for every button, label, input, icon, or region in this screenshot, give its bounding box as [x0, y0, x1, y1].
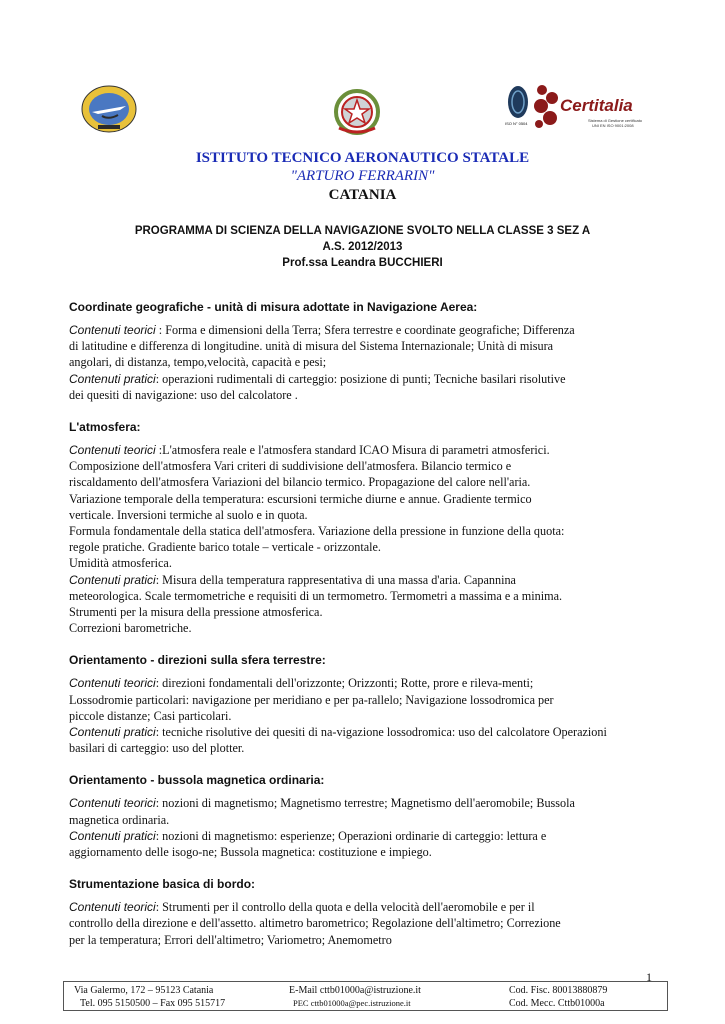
section-line	[69, 442, 629, 458]
section-line	[69, 620, 629, 636]
label-separator: :	[155, 828, 163, 843]
school-emblem-logo	[80, 84, 138, 134]
section-line	[69, 338, 629, 354]
certitalia-caption-1: Sistema di Gestione certificato	[588, 118, 643, 123]
section-line	[69, 844, 629, 860]
footer-address-block	[74, 984, 225, 1010]
content-type-label: Contenuti teorici	[69, 323, 156, 337]
line-text: direzioni fondamentali dell'orizzonte; Orizzonti; Rotte, prore e rileva-menti;	[162, 676, 534, 691]
content-type-label: Contenuti teorici	[69, 796, 156, 811]
line-text: basilari di carteggio: uso del plotter.	[69, 741, 245, 756]
iso-number: ISO N° 0504	[505, 121, 528, 126]
iso-certification-logo	[507, 84, 529, 130]
content-type-label: Contenuti teorici	[69, 900, 156, 915]
section-line	[69, 572, 629, 588]
section-title: Strumentazione basica di bordo:	[69, 877, 256, 892]
program-section	[69, 300, 629, 403]
program-teacher: Prof.ssa Leandra BUCCHIERI	[282, 257, 443, 269]
section-line	[69, 322, 629, 338]
line-text: Strumenti per la misura della pressione atmosferica.	[69, 605, 323, 620]
label-separator: :	[155, 572, 163, 587]
line-text: L'atmosfera reale e l'atmosfera standard ICAO Misura di parametri atmosferici.	[162, 443, 550, 458]
footer-codes-block	[509, 984, 607, 1010]
section-line	[69, 795, 629, 811]
section-line	[69, 812, 629, 828]
content-type-label: Contenuti pratici	[69, 828, 156, 843]
line-text: nozioni di magnetismo; Magnetismo terrestre; Magnetismo dell'aeromobile; Bussola	[162, 796, 575, 811]
line-text: aggiornamento delle isogo-ne; Bussola magnetica: costituzione e impiego.	[69, 845, 432, 860]
line-text: di latitudine e differenza di longitudine. unità di misura del Sistema Internazionale; Unità di misura	[69, 339, 554, 354]
content-type-label: Contenuti teorici	[69, 443, 156, 458]
section-line	[69, 915, 629, 931]
label-separator: :	[155, 443, 163, 458]
certitalia-caption-2: UNI EN ISO 9001:2008	[592, 123, 634, 128]
footer	[63, 981, 668, 1011]
footer-mecc-code: Cod. Mecc. Cttb01000a	[509, 998, 605, 1009]
program-section	[69, 420, 629, 636]
institute-name: ISTITUTO TECNICO AERONAUTICO STATALE	[195, 150, 530, 166]
italian-republic-emblem-icon	[333, 88, 381, 136]
line-text: angolari, di distanza, tempo,velocità, capacità e pesi;	[69, 355, 327, 370]
section-line	[69, 740, 629, 756]
line-text: Misura della temperatura rappresentativa di una massa d'aria. Capannina	[162, 572, 516, 587]
section-line	[69, 387, 629, 403]
line-text: verticale. Inversioni termiche al suolo e in quota.	[69, 507, 308, 522]
label-separator: :	[155, 796, 163, 811]
label-separator: :	[155, 725, 163, 740]
program-content	[69, 300, 629, 965]
line-text: piccole distanze; Casi particolari.	[69, 708, 232, 723]
section-title: Coordinate geografiche - unità di misura adottate in Navigazione Aerea:	[69, 300, 478, 314]
section-title: Orientamento - direzioni sulla sfera terrestre:	[69, 653, 326, 668]
content-type-label: Contenuti teorici	[69, 676, 156, 691]
section-line	[69, 523, 629, 539]
section-line	[69, 458, 629, 474]
label-separator: :	[155, 676, 163, 691]
line-text: Composizione dell'atmosfera Vari criteri di suddivisione dell'atmosfera. Bilancio termico e	[69, 459, 512, 474]
line-text: regole pratiche. Gradiente barico totale – verticale - orizzontale.	[69, 540, 381, 555]
content-type-label: Contenuti pratici	[69, 725, 156, 740]
line-text: per la temperatura; Errori dell'altimetro; Variometro; Anemometro	[69, 932, 392, 947]
line-text: Lossodromie particolari: navigazione per meridiano e per pa-rallelo; Navigazione lossodromica per	[69, 692, 554, 707]
line-text: Correzioni barometriche.	[69, 621, 192, 636]
program-year: A.S. 2012/2013	[322, 241, 403, 253]
section-line	[69, 708, 629, 724]
label-separator: :	[155, 371, 163, 386]
line-text: riscaldamento dell'atmosfera Variazioni del bilancio termico. Propagazione del calore nell'aria.	[69, 475, 531, 490]
section-line	[69, 491, 629, 507]
footer-email-block	[289, 984, 421, 1010]
page-number: 1	[646, 970, 652, 984]
line-text: Umidità atmosferica.	[69, 556, 172, 571]
section-line	[69, 474, 629, 490]
section-title: Orientamento - bussola magnetica ordinaria:	[69, 773, 325, 788]
label-separator: :	[155, 900, 163, 915]
section-line	[69, 724, 629, 740]
line-text: Strumenti per il controllo della quota e della velocità dell'aeromobile e per il	[162, 900, 535, 915]
section-line	[69, 588, 629, 604]
program-section	[69, 877, 629, 948]
section-line	[69, 354, 629, 370]
line-text: meteorologica. Scale termometriche e requisiti di un termometro. Termometri a massima e a minima.	[69, 588, 563, 603]
institute-city: CATANIA	[328, 187, 397, 203]
header-logos	[0, 82, 725, 142]
program-section	[69, 653, 629, 756]
content-type-label: Contenuti pratici	[69, 371, 156, 386]
line-text: operazioni rudimentali di carteggio: posizione di punti; Tecniche basilari risolutive	[162, 371, 566, 386]
section-line	[69, 675, 629, 691]
section-line	[69, 899, 629, 915]
program-title: PROGRAMMA DI SCIENZA DELLA NAVIGAZIONE SVOLTO NELLA CLASSE 3 SEZ A	[134, 225, 591, 237]
content-type-label: Contenuti pratici	[69, 572, 156, 587]
footer-phone: Tel. 095 5150500 – Fax 095 515717	[80, 998, 226, 1009]
footer-email: E-Mail cttb01000a@istruzione.it	[289, 985, 421, 996]
section-line	[69, 555, 629, 571]
section-line	[69, 932, 629, 948]
section-line	[69, 604, 629, 620]
certitalia-dots-icon	[532, 82, 560, 132]
section-line	[69, 507, 629, 523]
section-line	[69, 371, 629, 387]
institute-dedication: "ARTURO FERRARIN"	[290, 168, 435, 184]
line-text: tecniche risolutive dei quesiti di na-vigazione lossodromica: uso del calcolatore Operazioni	[162, 725, 607, 740]
label-separator: :	[155, 323, 166, 337]
section-line	[69, 539, 629, 555]
footer-pec: PEC cttb01000a@pec.istruzione.it	[293, 998, 411, 1008]
line-text: Variazione temporale della temperatura: escursioni termiche diurne e annue. Gradiente termico	[69, 491, 532, 506]
program-section	[69, 773, 629, 860]
line-text: Forma e dimensioni della Terra; Sfera terrestre e coordinate geografiche; Differenza	[165, 323, 575, 337]
section-title: L'atmosfera:	[69, 420, 141, 435]
footer-address: Via Galermo, 172 – 95123 Catania	[74, 985, 214, 996]
line-text: nozioni di magnetismo: esperienze; Operazioni ordinarie di carteggio: lettura e	[162, 828, 547, 843]
line-text: controllo della direzione e dell'assetto. altimetro barometrico; Regolazione dell'altimetro; Correzione	[69, 916, 561, 931]
footer-fiscal-code: Cod. Fisc. 80013880879	[509, 985, 608, 996]
line-text: Formula fondamentale della statica dell'atmosfera. Variazione della pressione in funzione della quota:	[69, 524, 565, 539]
certitalia-brand: Certitalia	[560, 96, 633, 115]
section-line	[69, 828, 629, 844]
line-text: magnetica ordinaria.	[69, 812, 170, 827]
section-line	[69, 692, 629, 708]
line-text: dei quesiti di navigazione: uso del calcolatore .	[69, 387, 298, 402]
